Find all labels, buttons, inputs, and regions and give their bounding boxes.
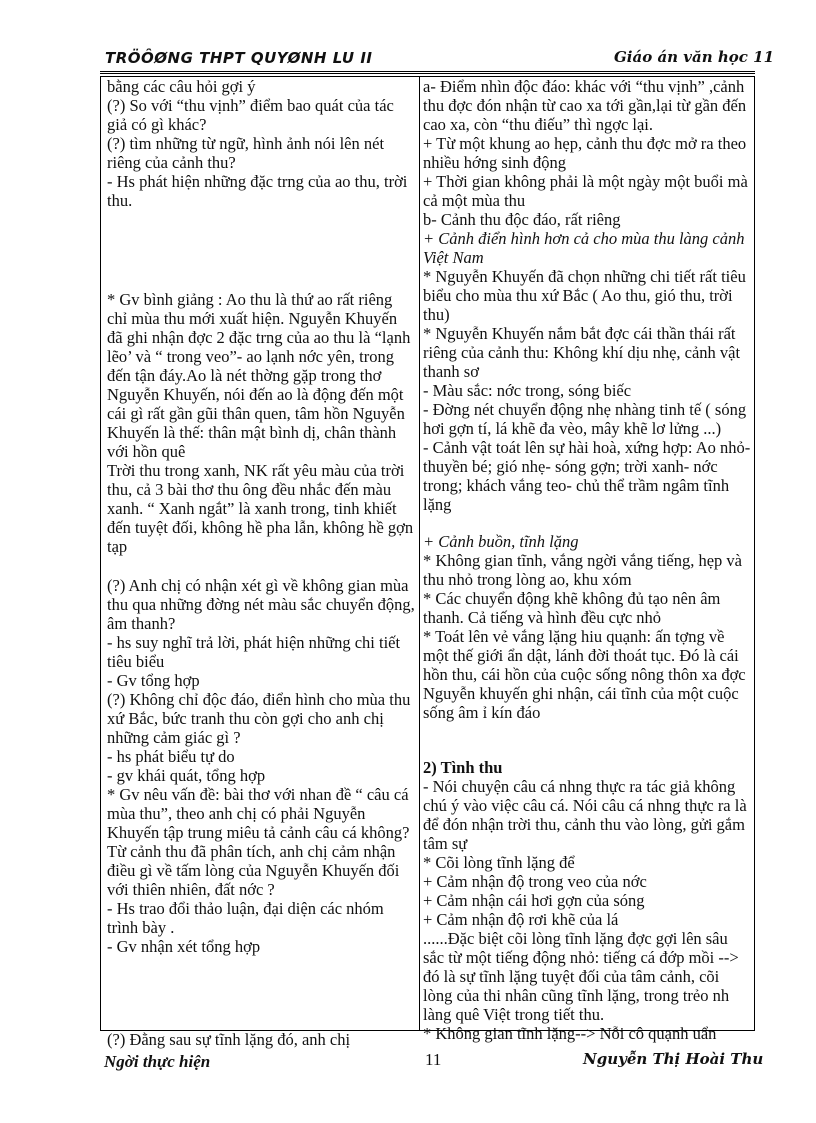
right-paragraph: * Không gian tĩnh, vắng ngời vắng tiếng, hẹp và thu nhỏ trong lòng ao, khu xóm: [423, 551, 742, 589]
header-rule: [100, 71, 755, 74]
right-paragraph: * Nguyễn Khuyến nắm bắt đợc cái thần thái rất riêng của cảnh thu: Không khí dịu nhẹ, cảnh vật thanh sơ: [423, 324, 741, 381]
right-paragraph: - Cảnh vật toát lên sự hài hoà, xứng hợp: Ao nhỏ-thuyền bé; gió nhẹ- sóng gợn; trời xanh- nớc trong; khách vắng teo- chủ thể trầm ngâm tĩnh lặng: [423, 438, 751, 514]
right-paragraph: ......Đặc biệt cõi lòng tĩnh lặng đợc gợi lên sâu sắc từ một tiếng động nhỏ: tiếng cá đớp mồi --> đó là sự tĩnh lặng tuyệt đối của tâm cảnh, cõi lòng của thi nhân cũng tĩnh lặng, trong trẻo nh làng quê Việt trong tiết thu.: [423, 929, 739, 1024]
column-divider: [419, 77, 420, 1030]
footer-author-name: Nguyễn Thị Hoài Thu: [583, 1050, 764, 1068]
left-paragraph: bằng các câu hỏi gợi ý: [107, 77, 256, 96]
left-paragraph: - Gv nhận xét tổng hợp: [107, 937, 261, 956]
right-paragraph: + Cảnh điển hình hơn cả cho mùa thu làng cảnh Việt Nam: [423, 229, 745, 267]
left-paragraph: (?) Anh chị có nhận xét gì về không gian mùa thu qua những đờng nét màu sắc chuyển động, âm thanh?: [107, 576, 415, 633]
right-paragraph: + Thời gian không phải là một ngày một buổi mà cả một mùa thu: [423, 172, 748, 210]
page-number: 11: [425, 1050, 442, 1069]
left-paragraph: (?) Đằng sau sự tĩnh lặng đó, anh chị: [107, 1030, 351, 1049]
right-paragraph: + Từ một khung ao hẹp, cảnh thu đợc mở ra theo nhiều hớng sinh động: [423, 134, 747, 172]
right-section-heading: 2) Tình thu: [423, 758, 503, 777]
footer-presenter-label: Ngời thực hiện: [104, 1052, 211, 1071]
right-paragraph: + Cảm nhận độ rơi khẽ của lá: [423, 910, 619, 929]
right-paragraph: * Cõi lòng tĩnh lặng để: [423, 853, 575, 872]
left-paragraph: * Gv nêu vấn đề: bài thơ với nhan đề “ câu cá mùa thu”, theo anh chị có phải Nguyễn Khuyến tập trung miêu tả cảnh câu cá không? Từ cảnh thu đã phân tích, anh chị cảm nhận điều gì về tấm lòng của Nguyễn Khuyến đối với thiên nhiên, đất nớc ?: [107, 785, 410, 899]
header-subject: Giáo án văn học 11: [614, 48, 775, 66]
right-paragraph: * Toát lên vẻ vắng lặng hiu quạnh: ấn tợng về một thế giới ẩn dật, lánh đời thoát tục. Đó là cái hồn thu, cái hồn của cuộc sống nông thôn xa đợc Nguyễn khuyến ghi nhận, cái tĩnh của một cuộc sống âm ỉ kín đáo: [423, 627, 746, 722]
right-paragraph: * Các chuyển động khẽ không đủ tạo nên âm thanh. Cả tiếng và hình đều cực nhỏ: [423, 589, 721, 627]
left-paragraph: - hs phát biểu tự do: [107, 747, 235, 766]
right-paragraph: * Không gian tĩnh lặng--> Nỗi cô quạnh uẩn: [423, 1024, 717, 1043]
header-school-name: TRÖÔØNG THPT QUYØNH LU II: [105, 49, 373, 67]
right-paragraph: a- Điểm nhìn độc đáo: khác với “thu vịnh” ,cảnh thu đợc đón nhận từ cao xa tới gần,lại từ gần đến cao xa, còn “thu điếu” thì ngợc lại.: [423, 77, 747, 134]
right-paragraph: + Cảm nhận cái hơi gợn của sóng: [423, 891, 645, 910]
right-paragraph: + Cảm nhận độ trong veo của nớc: [423, 872, 647, 891]
left-paragraph: - Gv tổng hợp: [107, 671, 200, 690]
left-paragraph: (?) Không chỉ độc đáo, điển hình cho mùa thu xứ Bắc, bức tranh thu còn gợi cho anh chị những cảm giác gì ?: [107, 690, 411, 747]
right-paragraph: + Cảnh buồn, tĩnh lặng: [423, 532, 579, 551]
left-paragraph: - Hs phát hiện những đặc trng của ao thu, trời thu.: [107, 172, 408, 210]
lesson-content-column: [423, 77, 751, 1043]
right-paragraph: b- Cảnh thu độc đáo, rất riêng: [423, 210, 621, 229]
right-paragraph: - Nói chuyện câu cá nhng thực ra tác giả không chú ý vào việc câu cá. Nói câu cá nhng thực ra là để đón nhận trời thu, cảnh thu vào lòng, gửi gắm tâm sự: [423, 777, 747, 853]
left-paragraph: - gv khái quát, tổng hợp: [107, 766, 266, 785]
left-paragraph: (?) So với “thu vịnh” điểm bao quát của tác giả có gì khác?: [107, 96, 394, 134]
right-paragraph: - Màu sắc: nớc trong, sóng biếc: [423, 381, 632, 400]
lesson-table: [100, 76, 755, 1049]
right-paragraph: - Đờng nét chuyển động nhẹ nhàng tinh tế ( sóng hơi gợn tí, lá khẽ đa vèo, mây khẽ lơ lửng ...): [423, 400, 747, 438]
left-paragraph: (?) tìm những từ ngữ, hình ảnh nói lên nét riêng của cảnh thu?: [107, 134, 385, 172]
left-paragraph: Trời thu trong xanh, NK rất yêu màu của trời thu, cả 3 bài thơ thu ông đều nhắc đến màu xanh. “ Xanh ngắt” là xanh trong, tinh khiết đến tuyệt đối, không hề pha lẫn, không hề gợn tạp: [107, 461, 414, 556]
left-paragraph: - hs suy nghĩ trả lời, phát hiện những chi tiết tiêu biểu: [107, 633, 401, 671]
left-paragraph: - Hs trao đổi thảo luận, đại diện các nhóm trình bày .: [107, 899, 384, 937]
teacher-student-activities-column: [107, 77, 415, 1049]
left-paragraph: * Gv bình giảng : Ao thu là thứ ao rất riêng chỉ mùa thu mới xuất hiện. Nguyễn Khuyến đã ghi nhận đợc 2 đặc trng của ao thu là “lạnh lẽo’ và “ trong veo”- ao lạnh nớc yên, trong đến tận đáy.Ao là nét thờng gặp trong thơ Nguyễn Khuyến, nói đến ao là động đến một cái gì rất gần gũi thân quen, tâm hồn Nguyễn Khuyến là thế: thân mật bình dị, chân thành với hồn quê: [107, 290, 411, 461]
right-paragraph: * Nguyễn Khuyến đã chọn những chi tiết rất tiêu biểu cho mùa thu xứ Bắc ( Ao thu, gió thu, trời thu): [423, 267, 746, 324]
